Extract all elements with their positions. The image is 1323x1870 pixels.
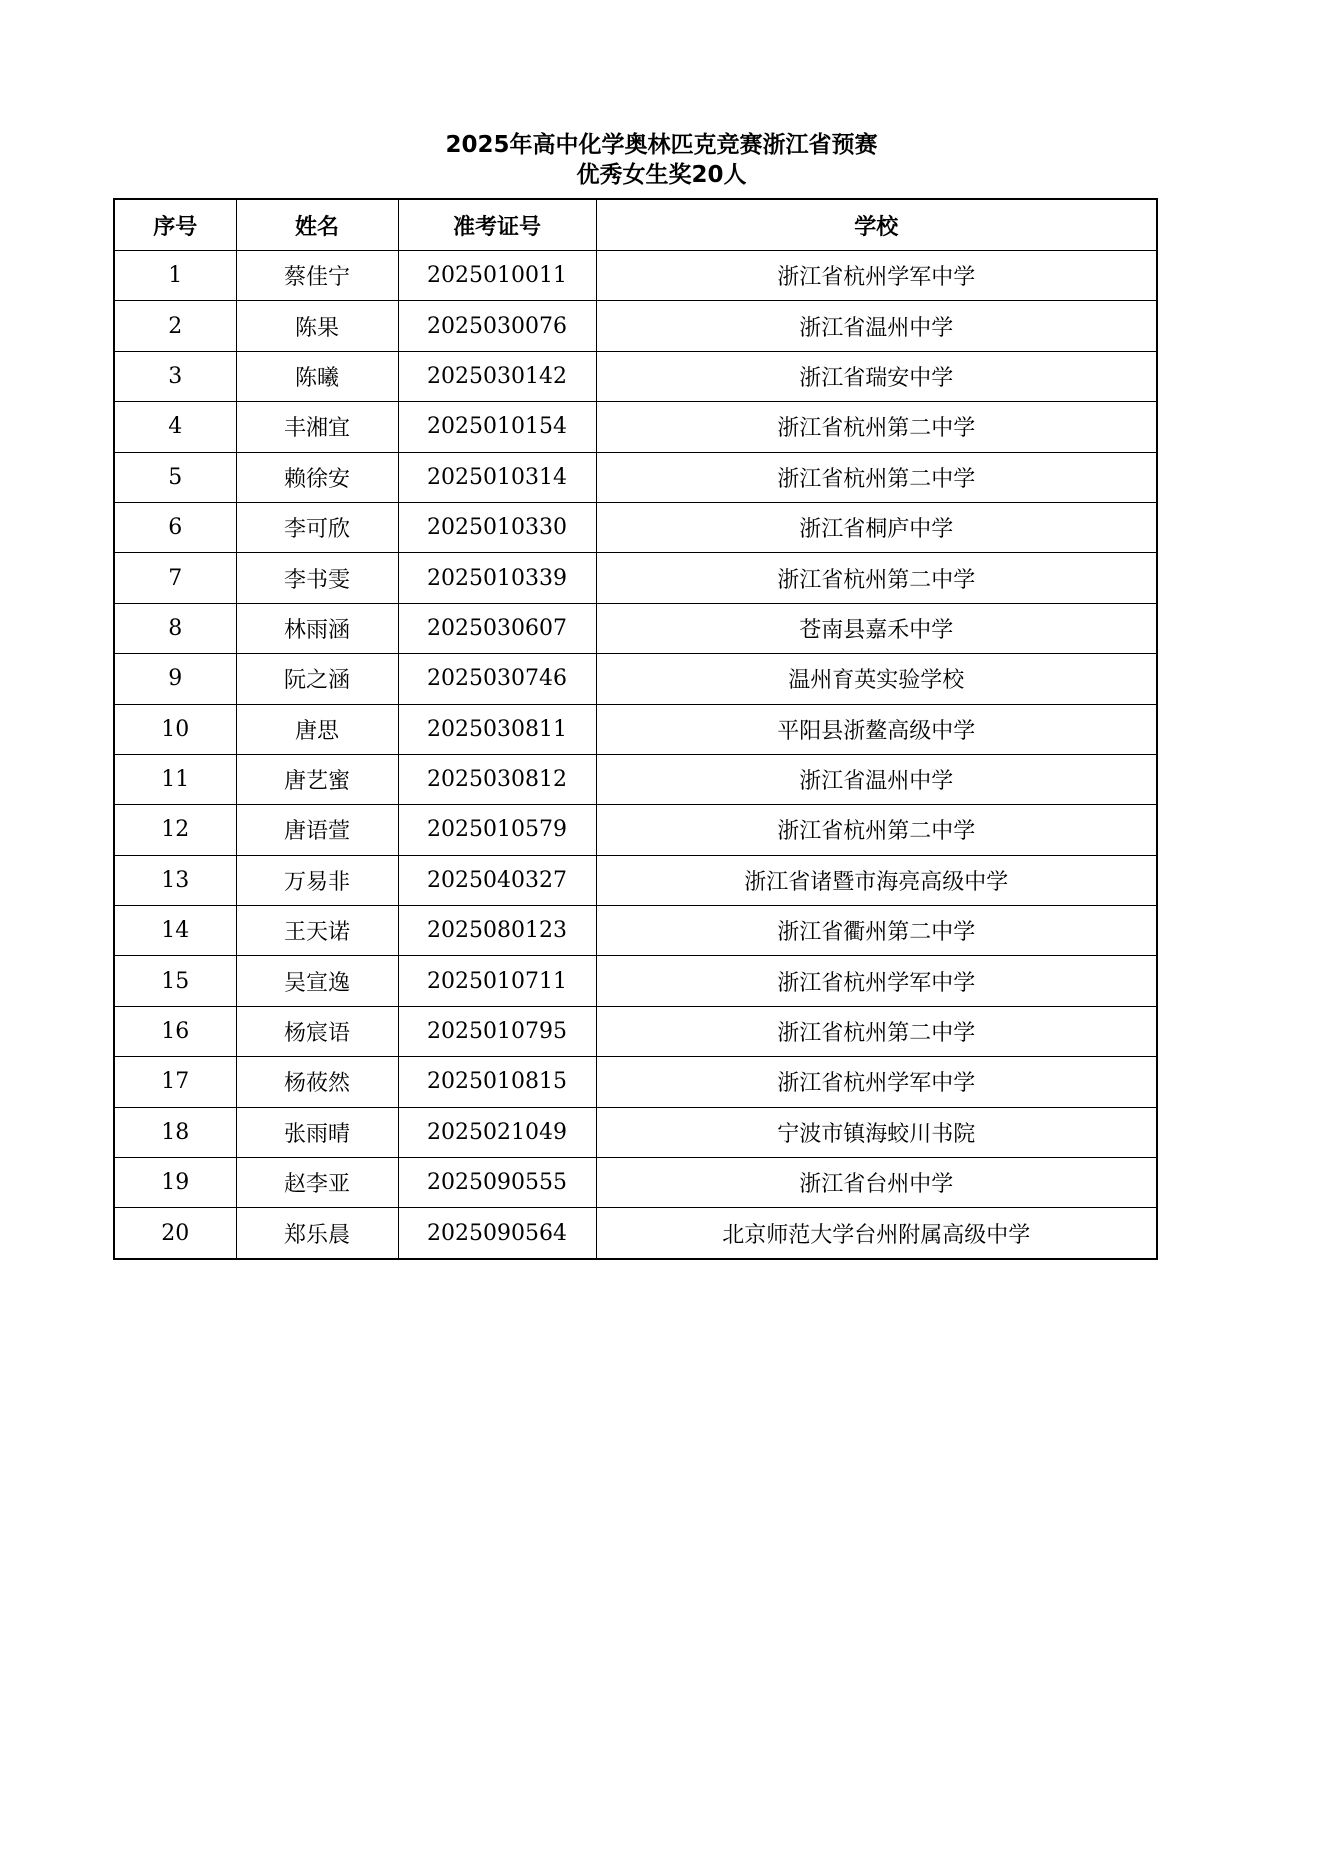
- cell-exam-id: 2025030812: [398, 754, 596, 804]
- cell-name: 杨宸语: [236, 1006, 398, 1056]
- cell-name: 陈果: [236, 301, 398, 351]
- cell-exam-id: 2025010339: [398, 553, 596, 603]
- title-block: [0, 130, 1323, 190]
- cell-name: 杨莜然: [236, 1057, 398, 1107]
- cell-index: 19: [114, 1158, 236, 1208]
- table-row: [114, 1158, 1157, 1208]
- table-row: [114, 251, 1157, 301]
- cell-index: 20: [114, 1208, 236, 1259]
- cell-exam-id: 2025010011: [398, 251, 596, 301]
- cell-index: 18: [114, 1107, 236, 1157]
- cell-exam-id: 2025010815: [398, 1057, 596, 1107]
- cell-exam-id: 2025080123: [398, 906, 596, 956]
- cell-name: 万易非: [236, 855, 398, 905]
- table-row: [114, 704, 1157, 754]
- table-row: [114, 805, 1157, 855]
- cell-index: 12: [114, 805, 236, 855]
- table-row: [114, 351, 1157, 401]
- cell-exam-id: 2025010795: [398, 1006, 596, 1056]
- cell-exam-id: 2025090555: [398, 1158, 596, 1208]
- table-row: [114, 502, 1157, 552]
- cell-name: 陈曦: [236, 351, 398, 401]
- cell-exam-id: 2025040327: [398, 855, 596, 905]
- cell-school: 浙江省杭州第二中学: [596, 805, 1157, 855]
- table-row: [114, 603, 1157, 653]
- cell-index: 6: [114, 502, 236, 552]
- page-title: 2025年高中化学奥林匹克竞赛浙江省预赛: [445, 132, 878, 158]
- cell-name: 李书雯: [236, 553, 398, 603]
- cell-index: 7: [114, 553, 236, 603]
- cell-school: 浙江省杭州第二中学: [596, 553, 1157, 603]
- cell-exam-id: 2025030142: [398, 351, 596, 401]
- table-row: [114, 855, 1157, 905]
- cell-exam-id: 2025030076: [398, 301, 596, 351]
- cell-school: 浙江省杭州第二中学: [596, 402, 1157, 452]
- header-name: 姓名: [236, 199, 398, 251]
- cell-name: 赖徐安: [236, 452, 398, 502]
- cell-school: 浙江省温州中学: [596, 754, 1157, 804]
- cell-exam-id: 2025030607: [398, 603, 596, 653]
- cell-name: 林雨涵: [236, 603, 398, 653]
- table-header-row: [114, 199, 1157, 251]
- cell-school: 宁波市镇海蛟川书院: [596, 1107, 1157, 1157]
- cell-school: 浙江省诸暨市海亮高级中学: [596, 855, 1157, 905]
- cell-school: 浙江省杭州学军中学: [596, 1057, 1157, 1107]
- table-row: [114, 1107, 1157, 1157]
- table-row: [114, 654, 1157, 704]
- cell-exam-id: 2025010579: [398, 805, 596, 855]
- cell-school: 浙江省杭州第二中学: [596, 1006, 1157, 1056]
- cell-index: 1: [114, 251, 236, 301]
- cell-exam-id: 2025010314: [398, 452, 596, 502]
- cell-index: 2: [114, 301, 236, 351]
- cell-school: 浙江省杭州第二中学: [596, 452, 1157, 502]
- cell-name: 王天诺: [236, 906, 398, 956]
- table-row: [114, 1006, 1157, 1056]
- cell-index: 9: [114, 654, 236, 704]
- cell-exam-id: 2025030811: [398, 704, 596, 754]
- header-index: 序号: [114, 199, 236, 251]
- cell-school: 北京师范大学台州附属高级中学: [596, 1208, 1157, 1259]
- page-subtitle: 优秀女生奖20人: [576, 162, 747, 188]
- table-row: [114, 452, 1157, 502]
- cell-school: 平阳县浙鳌高级中学: [596, 704, 1157, 754]
- cell-exam-id: 2025030746: [398, 654, 596, 704]
- cell-index: 13: [114, 855, 236, 905]
- table-row: [114, 301, 1157, 351]
- award-table: [113, 198, 1158, 1260]
- cell-school: 浙江省温州中学: [596, 301, 1157, 351]
- cell-name: 李可欣: [236, 502, 398, 552]
- cell-index: 3: [114, 351, 236, 401]
- cell-school: 浙江省衢州第二中学: [596, 906, 1157, 956]
- cell-exam-id: 2025090564: [398, 1208, 596, 1259]
- cell-exam-id: 2025010330: [398, 502, 596, 552]
- table-row: [114, 402, 1157, 452]
- cell-school: 浙江省瑞安中学: [596, 351, 1157, 401]
- cell-exam-id: 2025010711: [398, 956, 596, 1006]
- cell-name: 唐艺蜜: [236, 754, 398, 804]
- header-exam-id: 准考证号: [398, 199, 596, 251]
- table-row: [114, 956, 1157, 1006]
- cell-index: 17: [114, 1057, 236, 1107]
- cell-name: 唐思: [236, 704, 398, 754]
- table-row: [114, 1208, 1157, 1259]
- cell-name: 吴宣逸: [236, 956, 398, 1006]
- cell-exam-id: 2025021049: [398, 1107, 596, 1157]
- cell-school: 浙江省台州中学: [596, 1158, 1157, 1208]
- cell-index: 11: [114, 754, 236, 804]
- cell-name: 丰湘宜: [236, 402, 398, 452]
- header-school: 学校: [596, 199, 1157, 251]
- cell-name: 阮之涵: [236, 654, 398, 704]
- cell-school: 苍南县嘉禾中学: [596, 603, 1157, 653]
- cell-school: 浙江省杭州学军中学: [596, 251, 1157, 301]
- cell-name: 蔡佳宁: [236, 251, 398, 301]
- cell-index: 14: [114, 906, 236, 956]
- cell-name: 张雨晴: [236, 1107, 398, 1157]
- cell-name: 唐语萱: [236, 805, 398, 855]
- cell-index: 16: [114, 1006, 236, 1056]
- cell-index: 15: [114, 956, 236, 1006]
- cell-name: 郑乐晨: [236, 1208, 398, 1259]
- cell-index: 5: [114, 452, 236, 502]
- cell-school: 温州育英实验学校: [596, 654, 1157, 704]
- table-row: [114, 754, 1157, 804]
- table-row: [114, 1057, 1157, 1107]
- table-row: [114, 906, 1157, 956]
- table-body: [114, 251, 1157, 1259]
- cell-index: 4: [114, 402, 236, 452]
- cell-index: 10: [114, 704, 236, 754]
- cell-school: 浙江省桐庐中学: [596, 502, 1157, 552]
- table-row: [114, 553, 1157, 603]
- cell-name: 赵李亚: [236, 1158, 398, 1208]
- cell-exam-id: 2025010154: [398, 402, 596, 452]
- cell-index: 8: [114, 603, 236, 653]
- cell-school: 浙江省杭州学军中学: [596, 956, 1157, 1006]
